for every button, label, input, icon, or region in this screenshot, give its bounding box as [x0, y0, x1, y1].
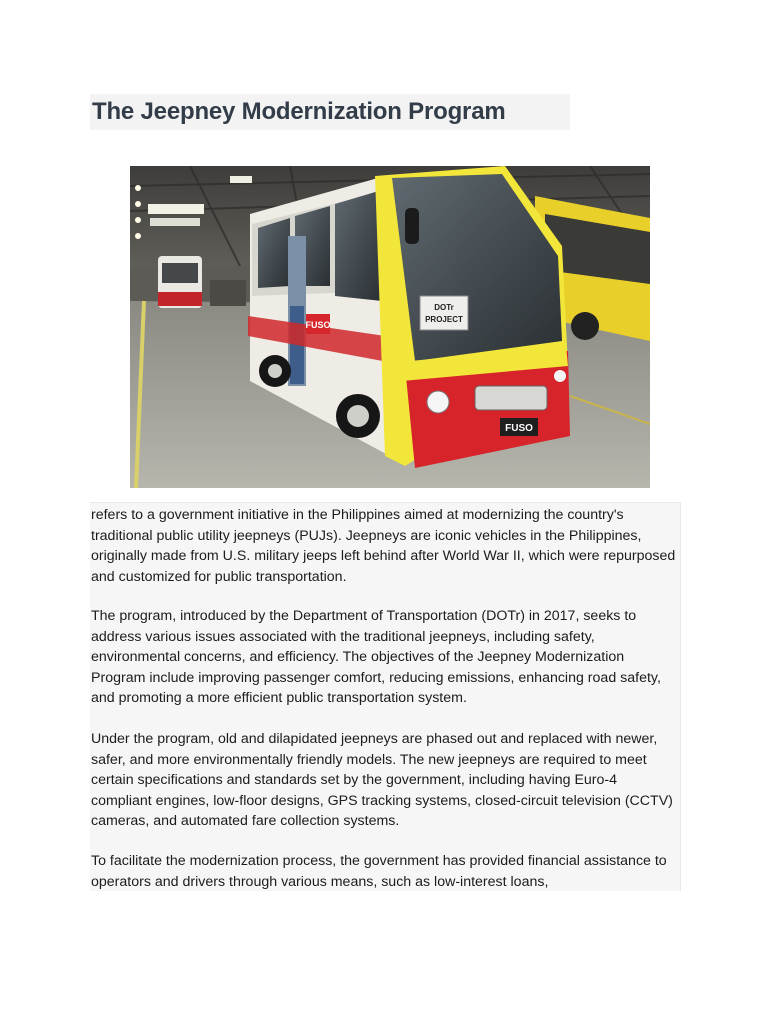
placard-line2: PROJECT: [425, 315, 463, 324]
placard-line1: DOTr: [434, 303, 454, 312]
front-brand-label: FUSO: [505, 423, 533, 434]
paragraph-3: Under the program, old and dilapidated jeepneys are phased out and replaced with newer, safer, and more environmentally friendly models. The new jeepneys are required to meet certain specifications and standards set by the government, including having Euro-4 compliant engines, low-floor designs, GPS tracking systems, closed-circuit television (CCTV) cameras, and automated fare collection systems.: [91, 731, 673, 830]
jeepney-photo: [130, 166, 650, 488]
paragraph-4: To facilitate the modernization process, the government has provided financial assistance to operators and drivers through various means, such as low-interest loans,: [91, 853, 667, 890]
side-brand-label: FUSO: [305, 320, 331, 330]
paragraph-2: The program, introduced by the Department of Transportation (DOTr) in 2017, seeks to address various issues associated with the traditional jeepneys, including safety, environmental concerns, and efficiency. The objectives of the Jeepney Modernization Program include improving passenger comfort, reducing emissions, enhancing road safety, and promoting a more efficient public transportation system.: [91, 608, 661, 707]
page-title: The Jeepney Modernization Program: [92, 98, 506, 125]
paragraph-1: refers to a government initiative in the Philippines aimed at modernizing the country's traditional public utility jeepneys (PUJs). Jeepneys are iconic vehicles in the Philippines, originally made from U.S. military jeeps left behind after World War II, which were repurposed and customized for public transportation.: [91, 507, 676, 585]
